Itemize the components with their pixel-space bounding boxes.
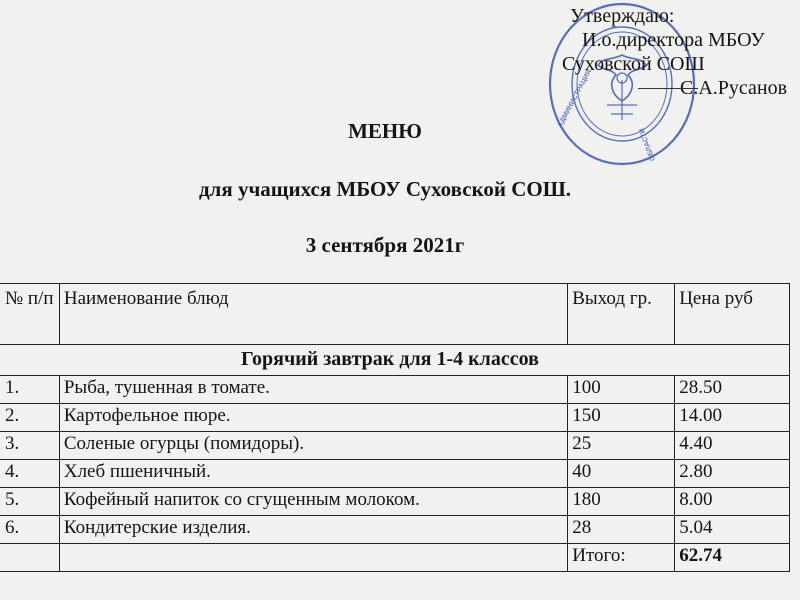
table-header-row xyxy=(0,284,790,345)
approval-block xyxy=(562,4,788,100)
approval-heading: Утверждаю: xyxy=(570,5,675,27)
row-price: 14.00 xyxy=(675,404,790,432)
row-dish-name: Кондитерские изделия. xyxy=(59,516,567,544)
column-header-output: Выход гр. xyxy=(568,284,675,345)
svg-text:АДМИНИСТРАЦИЯ: АДМИНИСТРАЦИЯ xyxy=(556,68,594,129)
row-dish-name: Соленые огурцы (помидоры). xyxy=(59,432,567,460)
row-dish-name: Хлеб пшеничный. xyxy=(59,460,567,488)
svg-text:ОБЛАСТИ: ОБЛАСТИ xyxy=(638,127,657,162)
row-price: 5.04 xyxy=(675,516,790,544)
total-empty-cell xyxy=(59,544,567,572)
approval-position: И.о.директора МБОУ xyxy=(582,29,765,51)
row-num: 4. xyxy=(0,460,59,488)
row-price: 2.80 xyxy=(675,460,790,488)
row-num: 6. xyxy=(0,516,59,544)
column-header-num: № п/п xyxy=(0,284,59,345)
row-output: 100 xyxy=(568,376,675,404)
table-row xyxy=(0,488,790,516)
signature-line xyxy=(638,88,698,89)
row-output: 150 xyxy=(568,404,675,432)
row-num: 3. xyxy=(0,432,59,460)
table-row xyxy=(0,460,790,488)
column-header-price: Цена руб xyxy=(675,284,790,345)
table-row xyxy=(0,376,790,404)
table-row xyxy=(0,516,790,544)
row-dish-name: Картофельное пюре. xyxy=(59,404,567,432)
row-output: 28 xyxy=(568,516,675,544)
row-price: 8.00 xyxy=(675,488,790,516)
row-num: 5. xyxy=(0,488,59,516)
row-output: 25 xyxy=(568,432,675,460)
approval-signatory: С.А.Русанов xyxy=(680,77,788,99)
row-price: 28.50 xyxy=(675,376,790,404)
table-row xyxy=(0,404,790,432)
approval-school: Суховской СОШ xyxy=(562,53,705,75)
total-label: Итого: xyxy=(568,544,675,572)
table-row xyxy=(0,432,790,460)
row-num: 2. xyxy=(0,404,59,432)
row-num: 1. xyxy=(0,376,59,404)
table-total-row xyxy=(0,544,790,572)
column-header-name: Наименование блюд xyxy=(59,284,567,345)
page-title: МЕНЮ xyxy=(348,119,422,143)
page-subtitle: для учащихся МБОУ Суховской СОШ. xyxy=(198,177,572,201)
table-section-row xyxy=(0,345,790,376)
total-empty-cell xyxy=(0,544,59,572)
section-title: Горячий завтрак для 1-4 классов xyxy=(0,345,790,376)
menu-table xyxy=(0,283,790,572)
row-output: 40 xyxy=(568,460,675,488)
row-dish-name: Рыба, тушенная в томате. xyxy=(59,376,567,404)
menu-date: 3 сентября 2021г xyxy=(305,233,465,257)
total-value: 62.74 xyxy=(675,544,790,572)
row-dish-name: Кофейный напиток со сгущенным молоком. xyxy=(59,488,567,516)
row-price: 4.40 xyxy=(675,432,790,460)
row-output: 180 xyxy=(568,488,675,516)
